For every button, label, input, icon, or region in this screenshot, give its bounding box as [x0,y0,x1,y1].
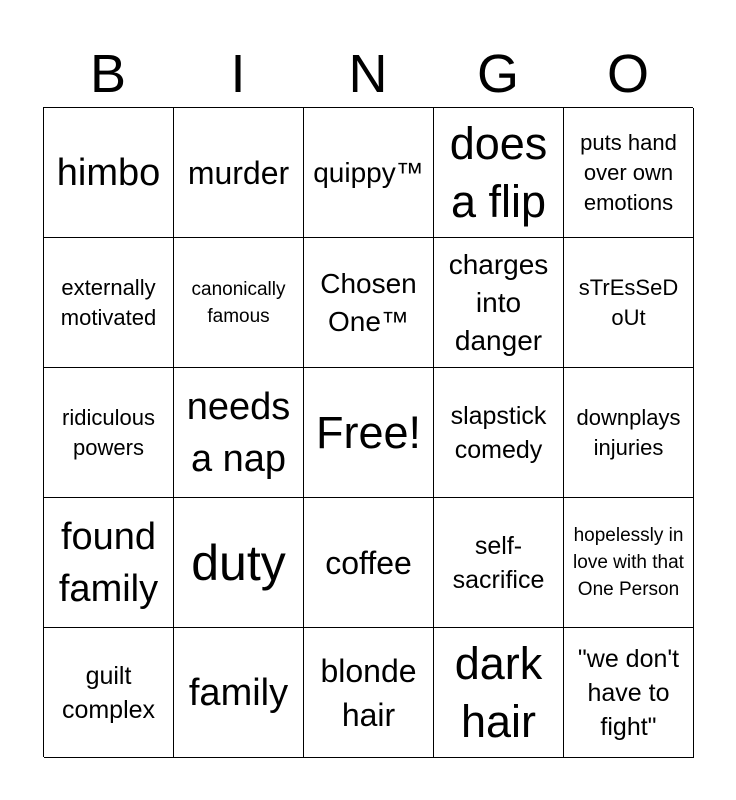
cell-text: charges into danger [448,248,549,356]
bingo-cell[interactable] [174,108,304,238]
cell-text: coffee [325,544,412,581]
cell-text: guilt complex [61,661,156,724]
bingo-cell[interactable] [434,498,564,628]
header-letter-i: I [230,44,246,104]
bingo-cell[interactable] [434,108,564,238]
cell-text: duty [191,534,286,591]
bingo-cell[interactable] [44,498,174,628]
header-letter-o: O [606,44,649,104]
cell-text: externally motivated [60,274,157,330]
bingo-cell[interactable] [44,108,174,238]
bingo-cell[interactable] [564,108,694,238]
bingo-cell[interactable] [174,498,304,628]
cell-text: family [188,671,289,714]
bingo-cell[interactable] [564,498,694,628]
bingo-cell[interactable] [304,498,434,628]
cell-text: does a flip [449,117,548,227]
bingo-cell[interactable] [304,108,434,238]
header-letter-g: G [476,44,519,104]
header-letter-b: B [89,44,127,104]
bingo-cell[interactable] [564,368,694,498]
bingo-cell[interactable] [434,368,564,498]
bingo-cell[interactable] [174,628,304,758]
bingo-cell[interactable] [434,238,564,368]
cell-text: blonde hair [320,652,417,733]
bingo-cell[interactable] [174,368,304,498]
cell-text: self-sacrifice [452,531,545,594]
cell-text: hopelessly in love with that One Person [573,525,684,600]
bingo-cell[interactable] [564,238,694,368]
cell-text: quippy™ [313,156,424,188]
bingo-cell[interactable] [304,238,434,368]
cell-text: Chosen One™ [320,267,417,337]
bingo-cell[interactable] [564,628,694,758]
cell-text: canonically famous [191,278,286,327]
bingo-cell[interactable] [434,628,564,758]
cell-text: "we don't have to fight" [577,644,680,741]
cell-text: downplays injuries [576,404,681,460]
cell-text: ridiculous powers [62,404,155,460]
free-space-text: Free! [315,406,422,458]
cell-text: himbo [56,151,161,194]
bingo-cell[interactable] [304,628,434,758]
free-space-cell[interactable] [304,368,434,498]
bingo-cell[interactable] [44,238,174,368]
bingo-cell[interactable] [174,238,304,368]
header-letter-n: N [348,44,388,104]
bingo-cell[interactable] [44,628,174,758]
cell-text: murder [187,154,290,191]
cell-text: dark hair [454,637,543,747]
cell-text: found family [58,515,159,610]
bingo-header [43,43,693,105]
cell-text: slapstick comedy [450,401,547,464]
bingo-board [43,107,693,757]
cell-text: needs a nap [186,385,291,480]
cell-text: sTrEsSeD oUt [578,274,679,330]
cell-text: puts hand over own emotions [580,129,677,215]
bingo-cell[interactable] [44,368,174,498]
